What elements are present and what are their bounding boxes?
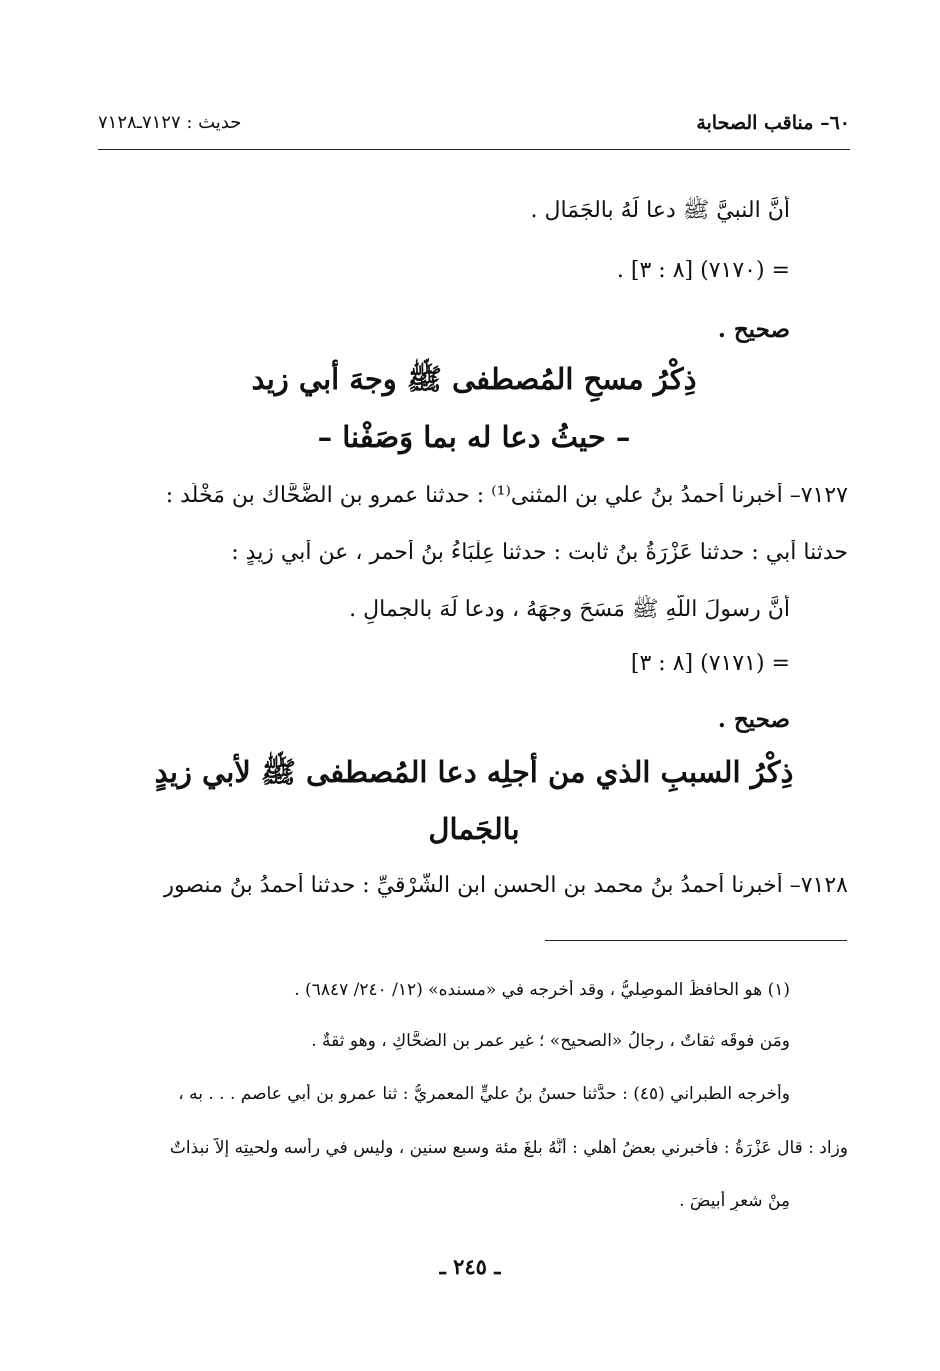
footnote-divider [545,940,847,941]
chapter-heading-2-line-1: ذِكْرُ السببِ الذي من أجلِه دعا المُصطفى ﷺ لأبي زيدٍ [154,755,794,789]
hadith-7127-matn: أنَّ رسولَ اللَّهِ ﷺ مَسَحَ وجهَهُ ، ودعا لَهَ بالجمالِ . [349,597,790,622]
footnote-1-line-1: (١) هو الحافظُ الموصِليُّ ، وقد أخرجه في «مسنده» (١٢/ ٢٤٠/ ٦٨٤٧) . [294,980,790,1000]
section-title: ٦٠– مناقب الصحابة [696,112,850,134]
footnote-1-line-5: مِنْ شعرٍ أبيضَ . [679,1191,790,1211]
hadith-7127-isnad-line-1: ٧١٢٧– أخبرنا أحمدُ بنُ علي بن المثنى⁽¹⁾ : حدثنا عمرو بن الضَّحَّاك بن مَخْلَد : [165,483,848,508]
running-head [98,112,850,142]
hadith-7127-isnad-line-2: حدثنا أبي : حدثنا عَزْرَةُ بنُ ثابت : حدثنا عِلْبَاءُ بنُ أحمر ، عن أبي زيدٍ : [231,540,848,565]
footnote-1-line-3: وأخرجه الطبراني (٤٥) : حدَّثنا حسنُ بنُ عليٍّ المعمريُّ : ثنا عمرو بن أبي عاصمٍ . . . به ، [178,1084,790,1104]
hadith-7128-isnad-line-1: ٧١٢٨– أخبرنا أحمدُ بنُ محمد بنِ الحسن ابن الشَّرْقيِّ : حدثنا أحمدُ بنُ منصور [163,873,848,898]
chapter-heading-1-line-2: – حيثُ دعا له بما وَصَفْنا – [317,420,631,454]
previous-hadith-reference: = (٧١٧٠) [٨ : ٣] . [616,258,790,283]
hadith-7127-grade: صحيح . [717,706,790,733]
chapter-heading-2-line-2: بالجَمال [428,812,520,846]
footnote-1-line-4: وزاد : قال عَزْرَةُ : فأخبرني بعضُ أهلي : أَنَّهُ بلغَ مئة وسبع سنين ، وليس في رأسه ولحيتِه إلاَّ نبذاتٌ [169,1138,848,1158]
previous-hadith-grade: صحيح . [717,316,790,343]
header-divider [98,149,850,150]
hadith-range: حديث : ٧١٢٧ـ٧١٢٨ [98,112,242,133]
hadith-7127-reference: = (٧١٧١) [٨ : ٣] [630,651,790,676]
footnote-1-line-2: ومَن فوقَه ثقاتٌ ، رجالُ «الصحيح» ؛ غير عمر بن الضحَّاكِ ، وهو ثقةٌ . [311,1031,790,1051]
page-number: ـ ٢٤٥ ـ [439,1254,501,1279]
previous-hadith-matn: أنَّ النبيَّ ﷺ دعا لَهُ بالجَمَال . [530,198,790,223]
chapter-heading-1-line-1: ذِكْرُ مسحِ المُصطفى ﷺ وجهَ أبي زيد [251,362,697,396]
